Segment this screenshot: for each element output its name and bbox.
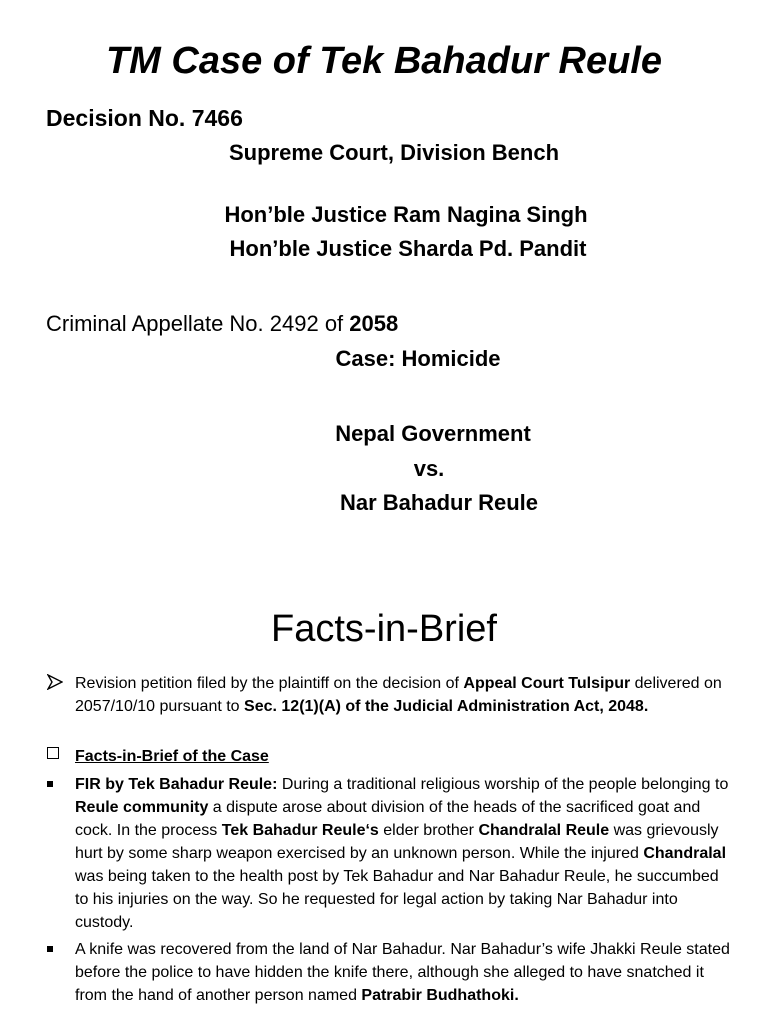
text-segment: Revision petition filed by the plaintiff on the decision of bbox=[75, 675, 464, 692]
justice-name: Hon’ble Justice Sharda Pd. Pandit bbox=[229, 236, 587, 261]
justice-name: Hon’ble Justice Ram Nagina Singh bbox=[224, 202, 588, 227]
court-name: Supreme Court, Division Bench bbox=[228, 140, 560, 165]
text-segment: A knife was recovered from the land of Nar Bahadur. Nar Bahadur’s wife Jhakki Reule stated before the police to have hidden the knife there, although she alleged to have snatched it from the hand of another person named bbox=[75, 941, 730, 1004]
appellate-prefix: Criminal Appellate No. 2492 of bbox=[46, 311, 350, 336]
case-type: Case: Homicide bbox=[335, 346, 501, 371]
text-segment: Reule community bbox=[75, 799, 209, 816]
document-title: TM Case of Tek Bahadur Reule bbox=[105, 40, 663, 82]
text-segment: elder brother bbox=[378, 822, 479, 839]
appellate-year: 2058 bbox=[349, 311, 399, 336]
bullet-revision-petition bbox=[75, 672, 735, 718]
plaintiff-party: Nepal Government bbox=[335, 421, 531, 446]
checkbox-bullet-icon bbox=[47, 747, 59, 759]
facts-heading: Facts-in-Brief bbox=[271, 608, 497, 650]
text-segment: FIR by Tek Bahadur Reule: bbox=[75, 776, 278, 793]
appellate-number bbox=[46, 311, 398, 337]
defendant-party: Nar Bahadur Reule bbox=[339, 490, 539, 515]
text-segment: was grievously hurt by some sharp weapon exercised by an unknown person. While the injured bbox=[75, 822, 719, 862]
text-segment: Sec. 12(1)(A) of the Judicial Administration Act, 2048. bbox=[244, 698, 649, 715]
bullet-knife-recovered bbox=[75, 938, 735, 1007]
text-segment: During a traditional religious worship of the people belonging to bbox=[277, 776, 729, 793]
bullet-fir bbox=[75, 773, 735, 934]
square-bullet-icon bbox=[47, 946, 53, 952]
decision-number: Decision No. 7466 bbox=[46, 105, 243, 131]
text-segment: Tek Bahadur Reule‘s bbox=[221, 822, 379, 839]
arrow-bullet-icon bbox=[47, 674, 63, 690]
text-segment: Chandralal bbox=[643, 845, 727, 862]
text-segment: Chandralal Reule bbox=[478, 822, 610, 839]
text-segment: Appeal Court Tulsipur bbox=[463, 675, 631, 692]
versus-label: vs. bbox=[413, 456, 445, 481]
square-bullet-icon bbox=[47, 781, 53, 787]
text-segment: a dispute arose about division of the heads of the sacrificed goat and cock. In the process bbox=[75, 799, 701, 839]
text-segment: was being taken to the health post by Tek Bahadur and Nar Bahadur Reule, he succumbed to his injuries on the way. So he requested for legal action by taking Nar Bahadur into custody. bbox=[75, 868, 719, 931]
text-segment: Patrabir Budhathoki. bbox=[361, 987, 519, 1004]
text-segment: delivered on 2057/10/10 pursuant to bbox=[75, 675, 722, 715]
facts-subheading: Facts-in-Brief of the Case bbox=[75, 748, 269, 765]
